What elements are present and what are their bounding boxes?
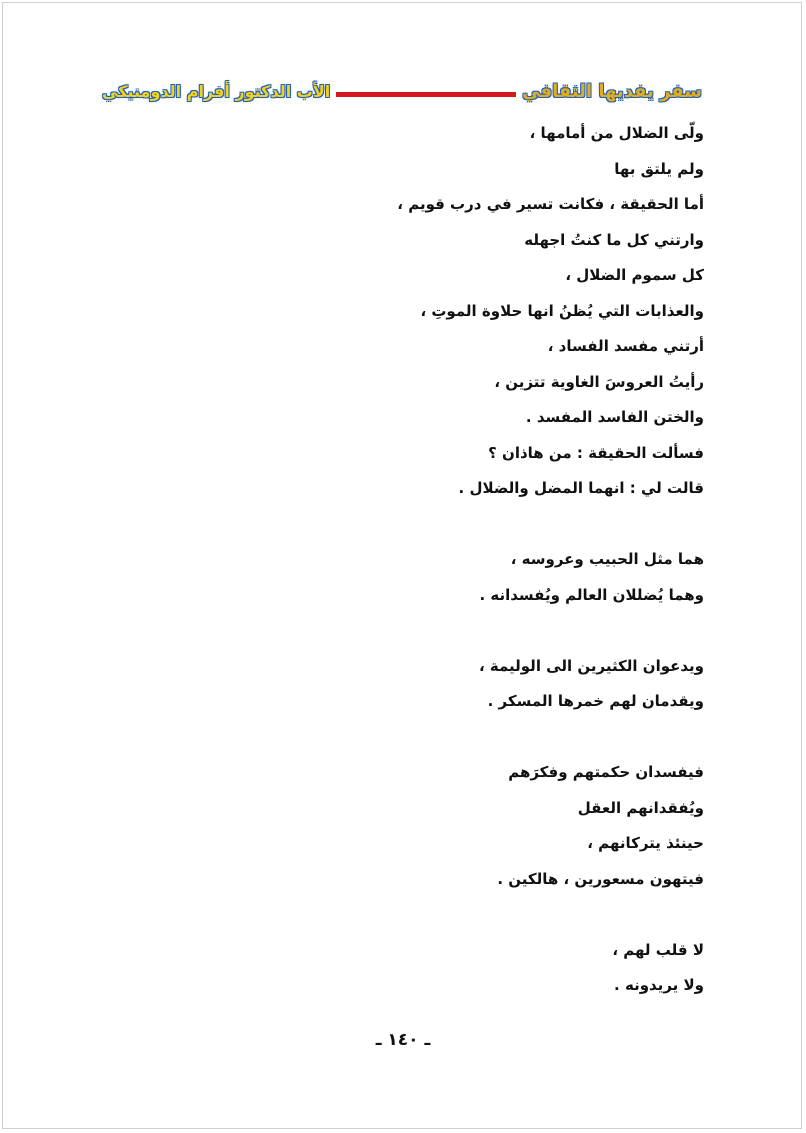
header-book-title: سفر يفديها الثقافي	[516, 78, 708, 106]
poem-line: حينئذ يتركانهم ،	[587, 834, 704, 852]
poem-line: ولا يريدونه .	[614, 976, 704, 994]
poem-line: لا قلب لهم ،	[612, 940, 704, 959]
poem-line: كل سموم الضلال ،	[565, 266, 704, 284]
poem-line: ولّى الضلال من أمامها ،	[529, 124, 704, 142]
poem-line: فيفسدان حكمتهم وفكرَهم	[508, 763, 704, 781]
poem-line: ويقدمان لهم خمرها المسكر .	[487, 692, 704, 710]
poem-line: ويدعوان الكثيرين الى الوليمة ،	[478, 656, 704, 675]
page-number: ـ ١٤٠ ـ	[375, 1030, 431, 1050]
poem-line: فسألت الحقيقة : من هاذان ؟	[488, 443, 704, 462]
stanza-break	[104, 897, 704, 933]
stanza-break	[104, 720, 704, 756]
poem-line: والختن الفاسد المفسد .	[525, 408, 704, 426]
stanza-break	[104, 613, 704, 649]
poem-line: أما الحقيقة ، فكانت تسير في درب قويم ،	[397, 195, 704, 213]
poem-line: والعذابات التي يُظنُ انها حلاوة الموتِ ،	[420, 301, 704, 320]
poem-line: وارتني كل ما كنتُ اجهله	[524, 230, 704, 249]
stanza-break	[104, 507, 704, 543]
poem-line: ولم يلتق بها	[614, 159, 704, 178]
poem-text	[104, 116, 704, 1004]
header-author: الأب الدكتور أفرام الدومنيكي	[96, 78, 336, 106]
poem-line: ويُفقدانهم العقل	[577, 798, 704, 817]
poem-line: أرتني مفسد الفساد ،	[547, 337, 704, 355]
poem-line: وهما يُضللان العالم ويُفسدانه .	[479, 585, 704, 604]
poem-line: هما مثل الحبيب وعروسه ،	[510, 550, 704, 568]
poem-line: فيتهون مسعورين ، هالكين .	[497, 869, 704, 888]
poem-line: رأيتُ العروسَ الغاوية تتزين ،	[494, 372, 704, 391]
page-header	[96, 78, 708, 106]
poem-line: قالت لي : انهما المضل والضلال .	[458, 479, 704, 497]
